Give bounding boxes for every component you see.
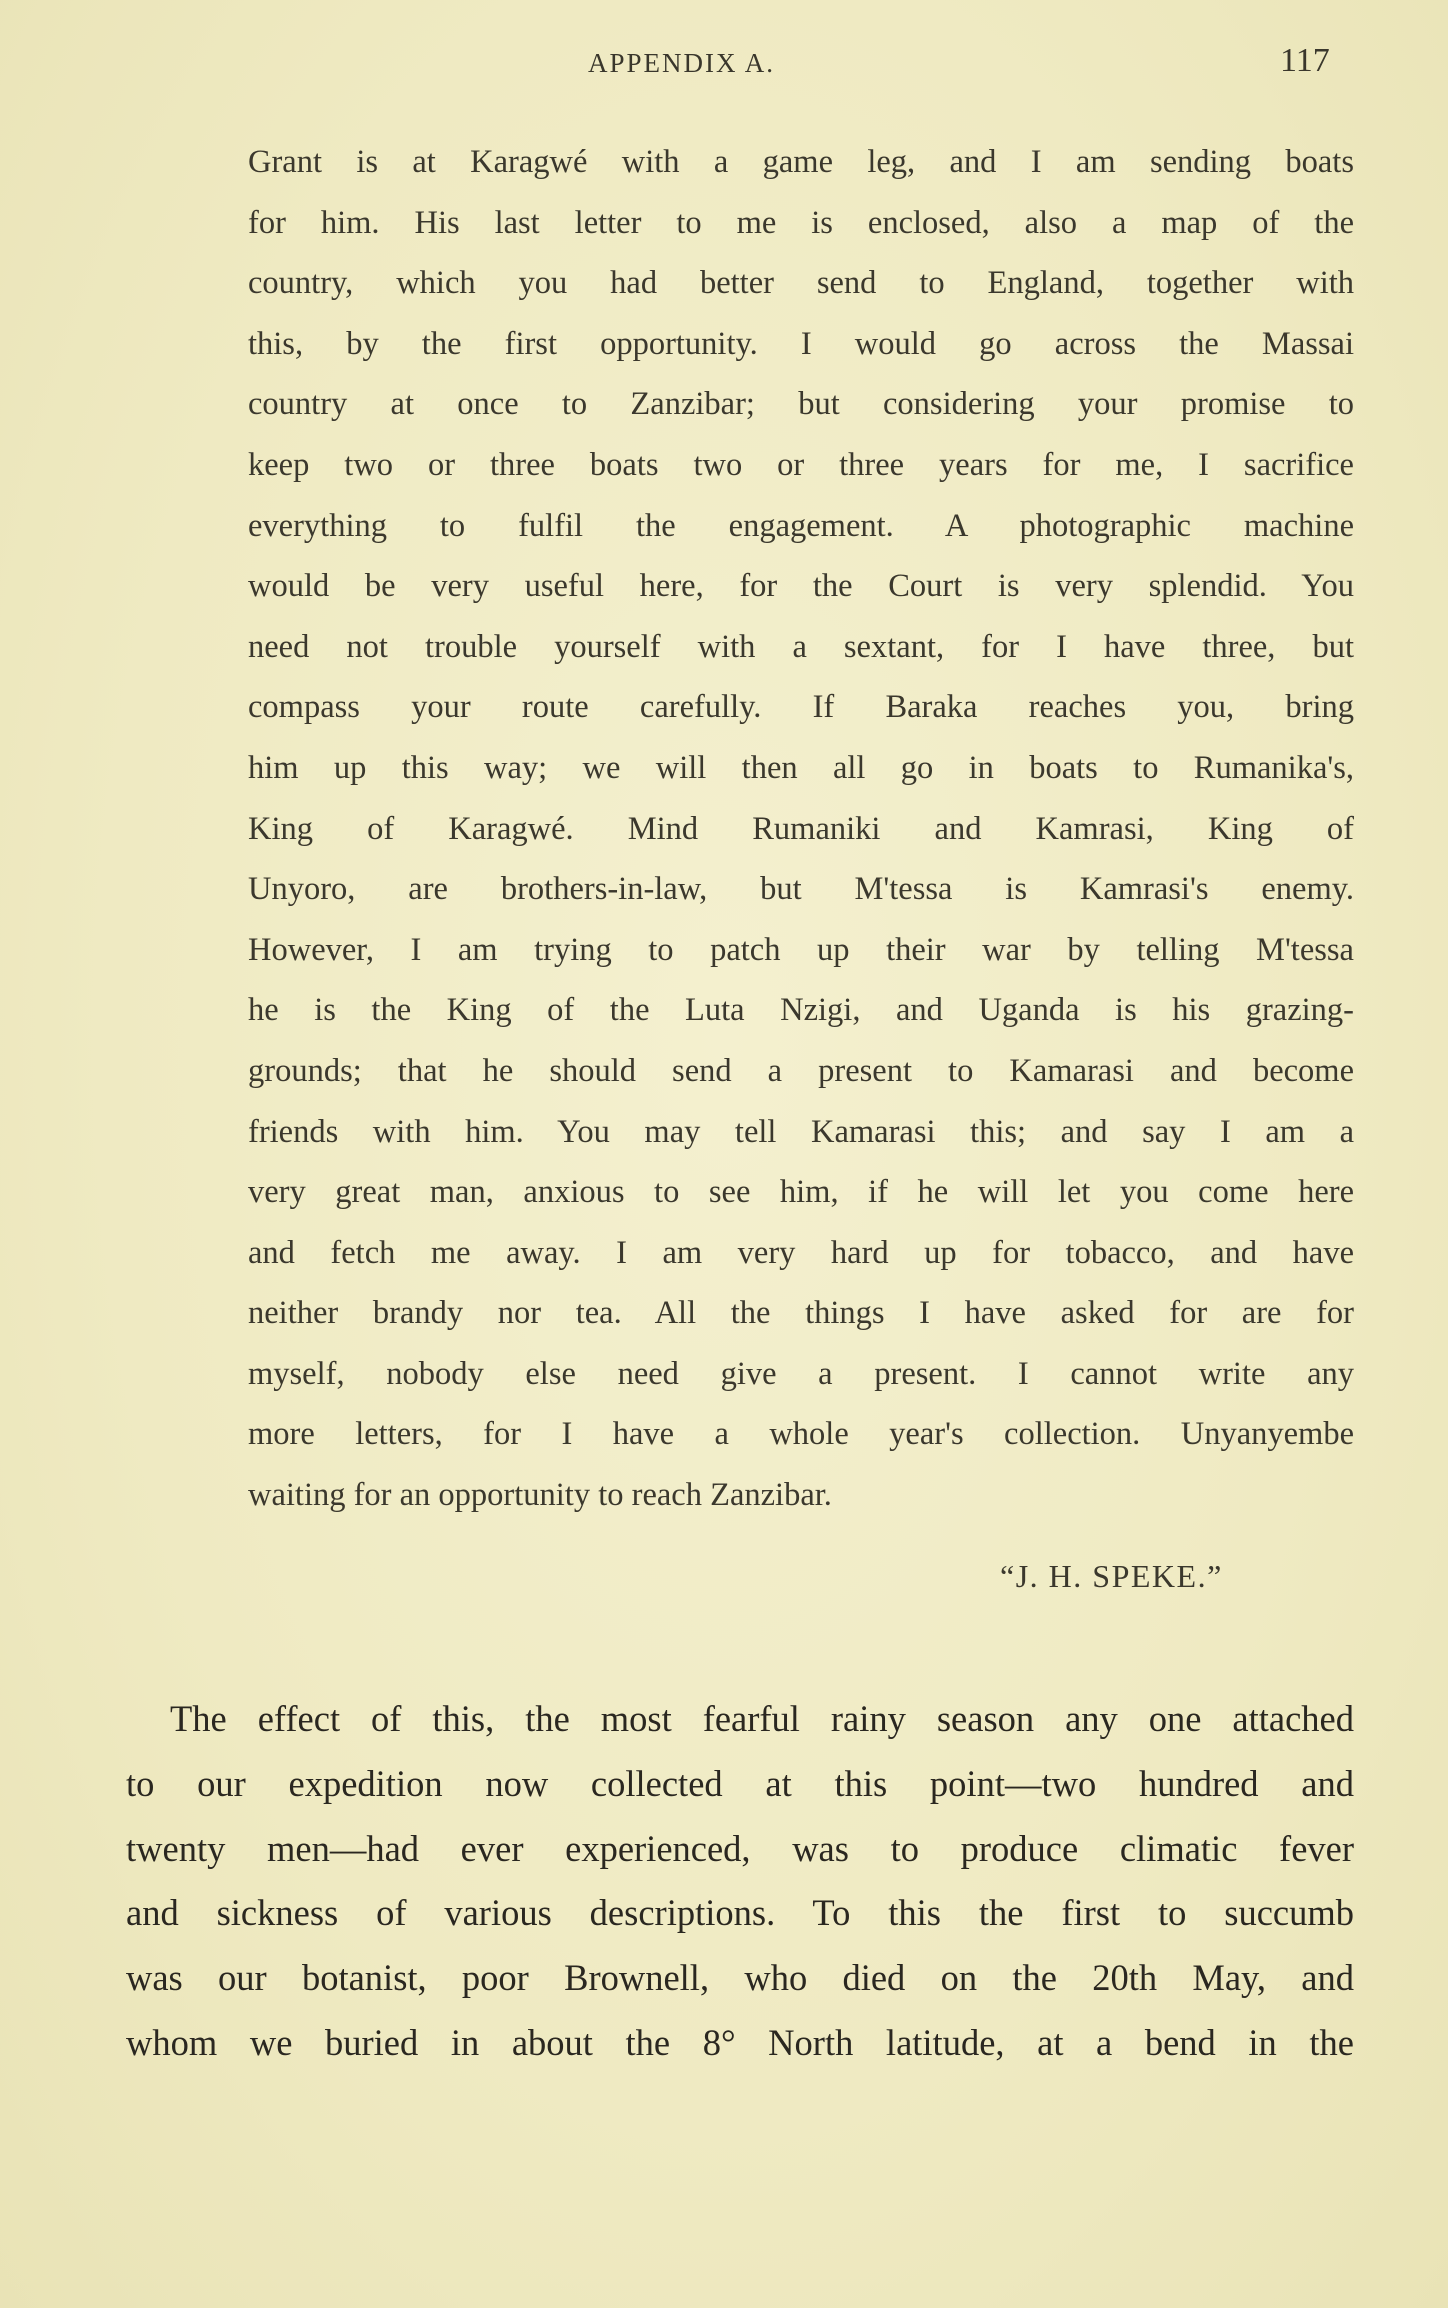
narrative-line: and sickness of various descriptions. To this the first to succumb — [126, 1892, 1354, 1934]
letter-line: keep two or three boats two or three years for me, I sacrifice — [248, 446, 1354, 483]
letter-line: Grant is at Karagwé with a game leg, and I am sending boats — [248, 144, 1354, 180]
letter-line: would be very useful here, for the Court is very splendid. You — [248, 568, 1354, 605]
letter-line: and fetch me away. I am very hard up for tobacco, and have — [248, 1234, 1354, 1271]
letter-line: this, by the first opportunity. I would go across the Massai — [248, 325, 1354, 362]
letter-line: King of Karagwé. Mind Rumaniki and Kamrasi, King of — [248, 810, 1354, 847]
letter-line: everything to fulfil the engagement. A photographic machine — [248, 507, 1354, 544]
letter-body — [248, 132, 1354, 1526]
narrative-line: twenty men—had ever experienced, was to produce climatic fever — [126, 1827, 1354, 1869]
letter-line: neither brandy nor tea. All the things I have asked for are for — [248, 1295, 1354, 1332]
letter-line: However, I am trying to patch up their war by telling M'tessa — [248, 931, 1354, 968]
letter-line: more letters, for I have a whole year's collection. Unyanyembe — [248, 1416, 1354, 1453]
running-head — [0, 42, 1448, 86]
letter-line: waiting for an opportunity to reach Zanzibar. — [248, 1477, 832, 1514]
narrative-line: whom we buried in about the 8° North latitude, at a bend in the — [126, 2021, 1354, 2063]
letter-line: friends with him. You may tell Kamarasi this; and say I am a — [248, 1113, 1354, 1150]
narrative-line: was our botanist, poor Brownell, who died on the 20th May, and — [126, 1957, 1354, 1999]
narrative-line: The effect of this, the most fearful rainy season any one attached — [170, 1698, 1354, 1739]
letter-line: he is the King of the Luta Nzigi, and Uganda is his grazing- — [248, 992, 1354, 1029]
letter-line: need not trouble yourself with a sextant, for I have three, but — [248, 628, 1354, 665]
page-number: 117 — [1280, 42, 1330, 79]
letter-line: grounds; that he should send a present to Kamarasi and become — [248, 1052, 1354, 1089]
letter-line: very great man, anxious to see him, if he will let you come here — [248, 1174, 1354, 1211]
letter-line: for him. His last letter to me is enclosed, also a map of the — [248, 204, 1354, 241]
letter-line: Unyoro, are brothers-in-law, but M'tessa is Kamrasi's enemy. — [248, 871, 1354, 908]
letter-line: myself, nobody else need give a present. I cannot write any — [248, 1355, 1354, 1392]
letter-signature: “J. H. SPEKE.” — [1000, 1558, 1223, 1594]
letter-line: him up this way; we will then all go in boats to Rumanika's, — [248, 749, 1354, 786]
running-title: APPENDIX A. — [588, 48, 776, 78]
letter-line: compass your route carefully. If Baraka reaches you, bring — [248, 689, 1354, 726]
letter-line: country, which you had better send to England, together with — [248, 265, 1354, 302]
narrative-line: to our expedition now collected at this point—two hundred and — [126, 1762, 1354, 1804]
letter-line: country at once to Zanzibar; but considering your promise to — [248, 386, 1354, 423]
narrative-paragraph — [126, 1687, 1354, 2076]
